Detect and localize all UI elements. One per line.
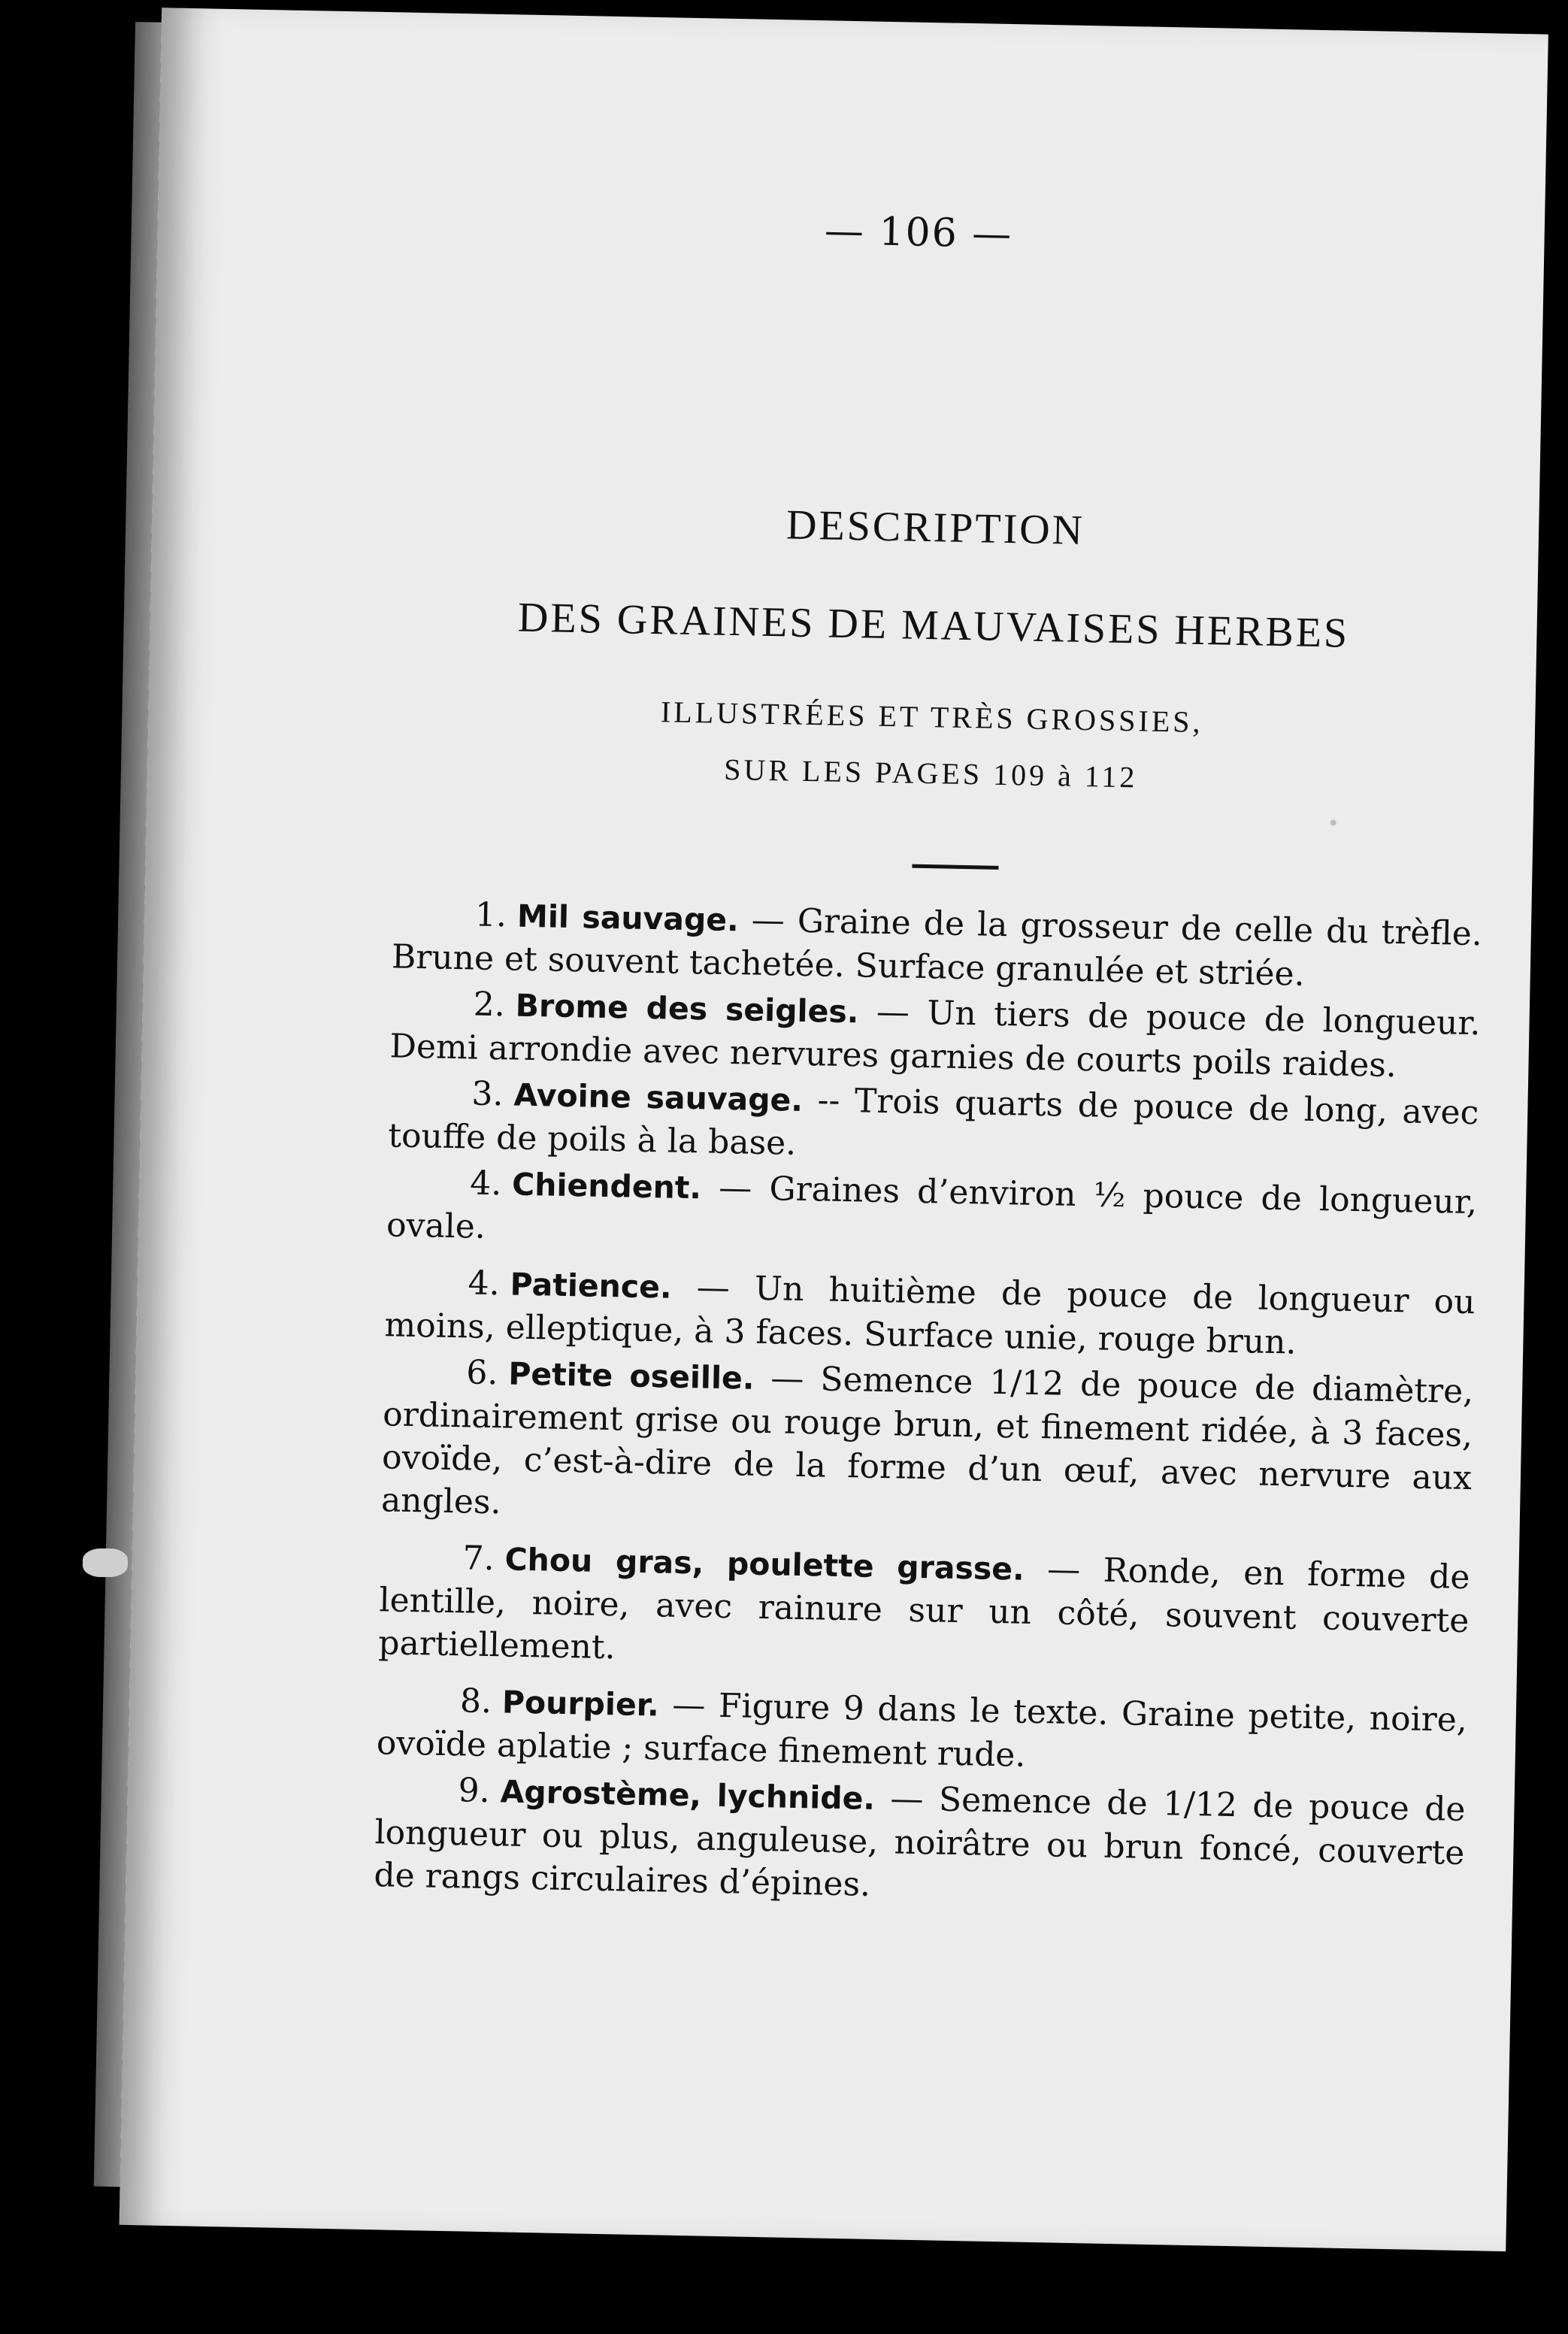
entry-name: Chou gras, poulette grasse. xyxy=(504,1541,1025,1588)
entry-name: Patience. xyxy=(510,1266,673,1306)
entry xyxy=(391,892,1482,999)
entry-number: 3. xyxy=(471,1074,504,1114)
entry-text: — Semence de 1/12 de pouce de longueur ou plus, anguleuse, noirâtre ou brun foncé, couverte de rangs circulaires d’épines. xyxy=(374,1779,1466,1904)
entry-name: Brome des seigles. xyxy=(515,987,859,1031)
entry-text: — Un tiers de pouce de longueur. Demi arrondie avec nervures garnies de courts poils raides. xyxy=(389,992,1482,1085)
heading-caption-line2: SUR LES PAGES 109 à 112 xyxy=(723,752,1138,795)
heading-caption-line1: ILLUSTRÉES ET TRÈS GROSSIES, xyxy=(660,695,1203,740)
entry-name: Petite oseille. xyxy=(507,1355,755,1397)
page-number: — 106 — xyxy=(824,208,1013,258)
entry-list xyxy=(374,892,1482,1921)
entry xyxy=(384,1260,1476,1367)
heading-subtitle: DES GRAINES DE MAUVAISES HERBES xyxy=(517,594,1350,657)
margin-stain xyxy=(83,1548,128,1577)
entry-text: — Graines d’environ ½ pouce de longueur, ovale. xyxy=(386,1168,1478,1246)
entry-number: 8. xyxy=(459,1682,492,1721)
entry xyxy=(386,1160,1478,1267)
entry-name: Pourpier. xyxy=(501,1684,660,1724)
entry xyxy=(374,1767,1466,1918)
entry-number: 4. xyxy=(468,1264,501,1303)
entry xyxy=(378,1535,1470,1685)
entry-number: 6. xyxy=(465,1353,498,1393)
entry xyxy=(381,1349,1474,1542)
entry xyxy=(376,1678,1467,1785)
entry-number: 2. xyxy=(473,985,506,1025)
section-divider xyxy=(912,864,998,870)
book-page xyxy=(120,8,1548,2251)
heading-title: DESCRIPTION xyxy=(786,501,1085,554)
entry-text: — Figure 9 dans le texte. Graine petite, noire, ovoïde aplatie ; surface finement rude. xyxy=(376,1685,1468,1775)
entry-name: Mil sauvage. xyxy=(516,898,740,939)
entry-name: Agrostème, lychnide. xyxy=(500,1773,876,1817)
entry xyxy=(388,1070,1479,1178)
entry xyxy=(389,981,1481,1088)
entry-text: — Graine de la grosseur de celle du trèfle. Brune et souvent tachetée. Surface granulée et striée. xyxy=(391,901,1483,994)
entry-name: Chiendent. xyxy=(511,1166,702,1206)
entry-number: 1. xyxy=(474,895,507,935)
entry-text: -- Trois quarts de pouce de long, avec touffe de poils à la base. xyxy=(387,1080,1479,1163)
paper-speck xyxy=(1330,819,1336,825)
entry-name: Avoine sauvage. xyxy=(513,1076,804,1119)
entry-number: 4. xyxy=(469,1164,502,1203)
entry-text: — Ronde, en forme de lentille, noire, avec rainure sur un côté, souvent couverte partiellement. xyxy=(377,1549,1470,1667)
entry-text: — Semence 1/12 de pouce de diamètre, ordinairement grise ou rouge brun, et finement ridée, à 3 faces, ovoïde, c’est-à-dire de la forme d’un œuf, avec nervure aux angles. xyxy=(380,1358,1474,1522)
entry-number: 9. xyxy=(458,1771,491,1811)
entry-text: — Un huitième de pouce de longueur ou moins, elleptique, à 3 faces. Surface unie, rouge brun. xyxy=(384,1267,1476,1362)
entry-number: 7. xyxy=(462,1539,495,1579)
